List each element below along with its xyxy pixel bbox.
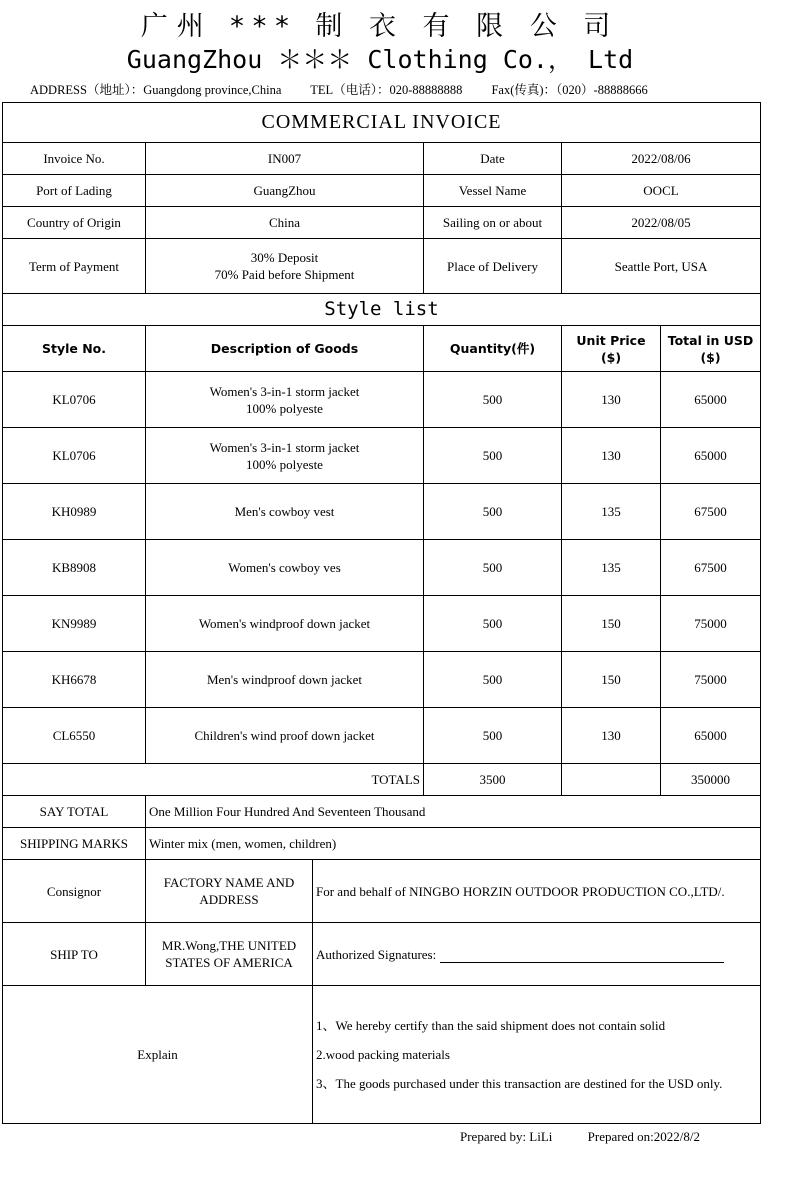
payment-label: Term of Payment (3, 239, 146, 294)
signature-line (440, 948, 724, 963)
payment-row (3, 239, 761, 294)
total-cell: 65000 (661, 372, 761, 428)
unit-price-cell: 130 (562, 428, 661, 484)
quantity-cell: 500 (424, 596, 562, 652)
style-no-cell: KL0706 (3, 372, 146, 428)
company-address: ADDRESS（地址）：Guangdong province,China (30, 83, 282, 97)
quantity-cell: 500 (424, 708, 562, 764)
unit-price-cell: 130 (562, 708, 661, 764)
description-line-2: 100% polyeste (246, 400, 323, 416)
shipping-marks-label: SHIPPING MARKS (3, 828, 146, 860)
unit-price-cell: 150 (562, 596, 661, 652)
consignor-behalf: For and behalf of NINGBO HORZIN OUTDOOR PRODUCTION CO.,LTD/. (313, 860, 761, 923)
style-list-header-row (3, 326, 761, 372)
table-row (3, 652, 761, 708)
style-list-title-row (3, 294, 761, 326)
company-name-chinese: 广州 *** 制 衣 有 限 公 司 (140, 11, 620, 42)
table-row (3, 484, 761, 540)
style-no-cell: KB8908 (3, 540, 146, 596)
col-header-unit-price: Unit Price ($) (562, 326, 661, 372)
invoice-title-row (3, 103, 761, 143)
consignor-value (146, 860, 313, 923)
origin-row (3, 207, 761, 239)
shipping-marks-value: Winter mix (men, women, children) (146, 828, 761, 860)
payment-line-2: 70% Paid before Shipment (214, 267, 355, 282)
description-cell (146, 428, 424, 484)
explain-item-2: 2.wood packing materials (316, 1047, 450, 1062)
explain-row (3, 986, 761, 1124)
description-cell: Men's windproof down jacket (146, 652, 424, 708)
table-row (3, 428, 761, 484)
invoice-no-row (3, 143, 761, 175)
description-cell: Men's cowboy vest (146, 484, 424, 540)
invoice-no-label: Invoice No. (3, 143, 146, 175)
quantity-cell: 500 (424, 540, 562, 596)
origin-label: Country of Origin (3, 207, 146, 239)
description-cell: Women's windproof down jacket (146, 596, 424, 652)
company-name-english: GuangZhou ＊＊＊ Clothing Co.， Ltd (126, 45, 634, 74)
sailing-value: 2022/08/05 (562, 207, 761, 239)
shipping-marks-row (3, 828, 761, 860)
description-line-1: Women's 3-in-1 storm jacket (209, 383, 360, 399)
port-value: GuangZhou (146, 175, 424, 207)
table-row (3, 540, 761, 596)
delivery-value: Seattle Port, USA (562, 239, 761, 294)
vessel-value: OOCL (562, 175, 761, 207)
unit-price-cell: 150 (562, 652, 661, 708)
totals-amount: 350000 (661, 764, 761, 796)
date-value: 2022/08/06 (562, 143, 761, 175)
delivery-label: Place of Delivery (424, 239, 562, 294)
payment-value (146, 239, 424, 294)
description-cell: Children's wind proof down jacket (146, 708, 424, 764)
totals-quantity: 3500 (424, 764, 562, 796)
col-header-style-no: Style No. (3, 326, 146, 372)
ship-to-line-2: STATES OF AMERICA (165, 955, 293, 970)
company-contact-line (30, 80, 770, 98)
quantity-cell: 500 (424, 428, 562, 484)
style-no-cell: CL6550 (3, 708, 146, 764)
say-total-value: One Million Four Hundred And Seventeen Thousand (146, 796, 761, 828)
consignor-row (3, 860, 761, 923)
company-tel: TEL（电话）：020-88888888 (310, 83, 463, 97)
quantity-cell: 500 (424, 372, 562, 428)
payment-line-1: 30% Deposit (250, 250, 319, 265)
date-label: Date (424, 143, 562, 175)
explain-item-3: 3、The goods purchased under this transaction are destined for the USD only. (316, 1076, 723, 1091)
unit-price-cell: 135 (562, 540, 661, 596)
table-row (3, 708, 761, 764)
total-cell: 65000 (661, 708, 761, 764)
explain-content (313, 986, 761, 1124)
consignor-label: Consignor (3, 860, 146, 923)
port-label: Port of Lading (3, 175, 146, 207)
ship-to-value (146, 923, 313, 986)
invoice-title: COMMERCIAL INVOICE (3, 103, 761, 143)
unit-price-cell: 130 (562, 372, 661, 428)
invoice-no-value: IN007 (146, 143, 424, 175)
quantity-cell: 500 (424, 484, 562, 540)
style-no-cell: KL0706 (3, 428, 146, 484)
col-header-quantity: Quantity(件) (424, 326, 562, 372)
prepared-by: Prepared by: LiLi (460, 1129, 553, 1144)
explain-item-1: 1、We hereby certify than the said shipment does not contain solid (316, 1018, 666, 1033)
signature-label: Authorized Signatures: (316, 946, 437, 962)
vessel-label: Vessel Name (424, 175, 562, 207)
port-row (3, 175, 761, 207)
ship-to-row (3, 923, 761, 986)
signature-cell (313, 923, 761, 986)
col-header-description: Description of Goods (146, 326, 424, 372)
consignor-line-2: ADDRESS (199, 892, 259, 907)
unit-price-cell: 135 (562, 484, 661, 540)
total-cell: 75000 (661, 652, 761, 708)
totals-unit-price-empty (562, 764, 661, 796)
totals-label: TOTALS (3, 764, 424, 796)
total-cell: 75000 (661, 596, 761, 652)
style-no-cell: KH6678 (3, 652, 146, 708)
ship-to-label: SHIP TO (3, 923, 146, 986)
quantity-cell: 500 (424, 652, 562, 708)
sailing-label: Sailing on or about (424, 207, 562, 239)
footer (460, 1129, 700, 1145)
consignor-line-1: FACTORY NAME AND (163, 875, 295, 890)
total-cell: 67500 (661, 484, 761, 540)
company-fax: Fax(传真)：（020）-88888666 (491, 83, 648, 97)
col-header-total: Total in USD ($) (661, 326, 761, 372)
say-total-row (3, 796, 761, 828)
style-no-cell: KH0989 (3, 484, 146, 540)
origin-value: China (146, 207, 424, 239)
description-line-2: 100% polyeste (246, 456, 323, 472)
style-list-title: Style list (3, 294, 761, 326)
table-row (3, 596, 761, 652)
totals-row (3, 764, 761, 796)
say-total-label: SAY TOTAL (3, 796, 146, 828)
description-line-1: Women's 3-in-1 storm jacket (209, 439, 360, 455)
style-no-cell: KN9989 (3, 596, 146, 652)
ship-to-line-1: MR.Wong,THE UNITED (161, 938, 297, 953)
description-cell (146, 372, 424, 428)
description-cell: Women's cowboy ves (146, 540, 424, 596)
total-cell: 65000 (661, 428, 761, 484)
invoice-table (2, 102, 761, 1124)
table-row (3, 372, 761, 428)
explain-label: Explain (3, 986, 313, 1124)
total-cell: 67500 (661, 540, 761, 596)
prepared-on: Prepared on:2022/8/2 (587, 1129, 700, 1144)
